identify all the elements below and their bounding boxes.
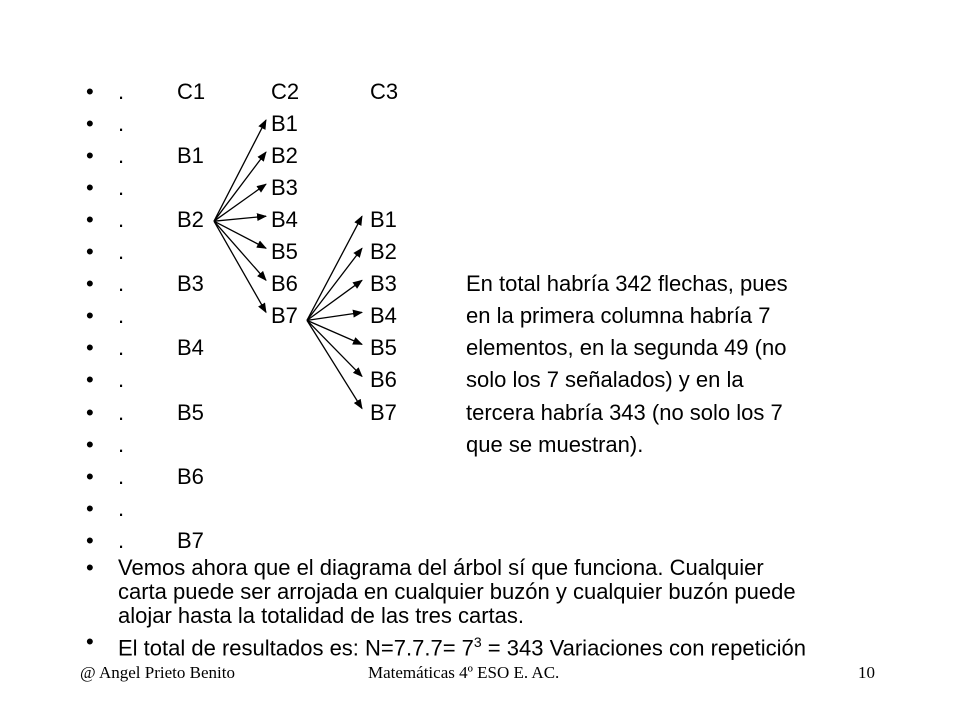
conclusion-line-3: alojar hasta la totalidad de las tres cartas. [118, 603, 525, 628]
column-2-cell: B4 [271, 207, 298, 233]
column-2-cell: C2 [271, 79, 300, 104]
result-bullet: • [86, 629, 94, 654]
row-bullet: • [86, 495, 94, 521]
tree-arrow [214, 184, 266, 221]
row-dot: . [118, 271, 125, 297]
column-3-cell: C3 [370, 79, 399, 104]
row-dot: . [118, 495, 125, 521]
column-1-cell: B4 [177, 335, 204, 361]
row-bullet: • [86, 271, 94, 297]
explanation-text: en la primera columna habría 7 [466, 303, 771, 329]
row-dot: . [118, 367, 125, 393]
row-bullet: • [86, 399, 94, 425]
footer-author: @ Angel Prieto Benito [80, 663, 235, 682]
footer-page-number: 10 [858, 663, 875, 682]
conclusion-line-2: carta puede ser arrojada en cualquier buzón y cualquier buzón puede [118, 579, 796, 604]
column-2-cell: B7 [271, 303, 298, 329]
explanation-text: En total habría 342 flechas, pues [466, 271, 788, 297]
row-bullet: • [86, 527, 94, 553]
column-2-cell: B6 [271, 271, 298, 297]
row-dot: . [118, 303, 125, 329]
tree-arrow [214, 216, 266, 221]
row-bullet: • [86, 207, 94, 233]
conclusion-paragraph [118, 556, 898, 628]
column-1-cell: B3 [177, 271, 204, 297]
row-dot: . [118, 175, 125, 201]
column-1-cell: B7 [177, 527, 204, 553]
row-dot: . [118, 111, 125, 137]
row-dot: . [118, 463, 125, 489]
column-3-cell: B7 [370, 399, 397, 425]
row-bullet: • [86, 303, 94, 329]
column-3-cell: B1 [370, 207, 397, 233]
footer-course: Matemáticas 4º ESO E. AC. [368, 663, 560, 682]
row-dot: . [118, 335, 125, 361]
conclusion-line-1: Vemos ahora que el diagrama del árbol sí que funciona. Cualquier [118, 555, 764, 580]
column-2-cell: B5 [271, 239, 298, 265]
column-1-cell: B2 [177, 207, 204, 233]
column-3-cell: B4 [370, 303, 397, 329]
column-2-cell: B2 [271, 143, 298, 169]
explanation-text: tercera habría 343 (no solo los 7 [466, 399, 783, 425]
tree-arrow [214, 152, 266, 221]
paragraph-bullet: • [86, 555, 94, 580]
tree-arrow [307, 216, 362, 320]
tree-arrow [214, 120, 266, 221]
column-1-cell: C1 [177, 79, 206, 104]
column-3-cell: B2 [370, 239, 397, 265]
explanation-text: elementos, en la segunda 49 (no [466, 335, 787, 361]
row-dot: . [118, 79, 125, 104]
row-bullet: • [86, 79, 94, 104]
row-bullet: • [86, 431, 94, 457]
column-2-cell: B3 [271, 175, 298, 201]
column-1-cell: B6 [177, 463, 204, 489]
tree-arrow [307, 280, 362, 320]
row-dot: . [118, 239, 125, 265]
explanation-text: que se muestran). [466, 431, 644, 457]
result-line [118, 630, 898, 660]
column-3-cell: B5 [370, 335, 397, 361]
column-2-cell: B1 [271, 111, 298, 137]
row-bullet: • [86, 463, 94, 489]
row-dot: . [118, 207, 125, 233]
row-dot: . [118, 527, 125, 553]
result-suffix: = 343 Variaciones con repetición [481, 635, 806, 661]
result-exponent: 3 [473, 634, 482, 650]
result-prefix: El total de resultados es: N=7.7.7= 7 [118, 635, 474, 661]
column-3-cell: B6 [370, 367, 397, 393]
column-3-cell: B3 [370, 271, 397, 297]
tree-arrow [214, 221, 266, 280]
tree-arrow [307, 320, 362, 376]
row-bullet: • [86, 175, 94, 201]
row-dot: . [118, 143, 125, 169]
row-bullet: • [86, 335, 94, 361]
row-bullet: • [86, 367, 94, 393]
row-dot: . [118, 431, 125, 457]
row-bullet: • [86, 143, 94, 169]
explanation-text: solo los 7 señalados) y en la [466, 367, 744, 393]
column-1-cell: B5 [177, 399, 204, 425]
tree-arrow [307, 320, 362, 408]
row-dot: . [118, 399, 125, 425]
column-1-cell: B1 [177, 143, 204, 169]
row-bullet: • [86, 111, 94, 137]
row-bullet: • [86, 239, 94, 265]
tree-arrow [307, 248, 362, 320]
